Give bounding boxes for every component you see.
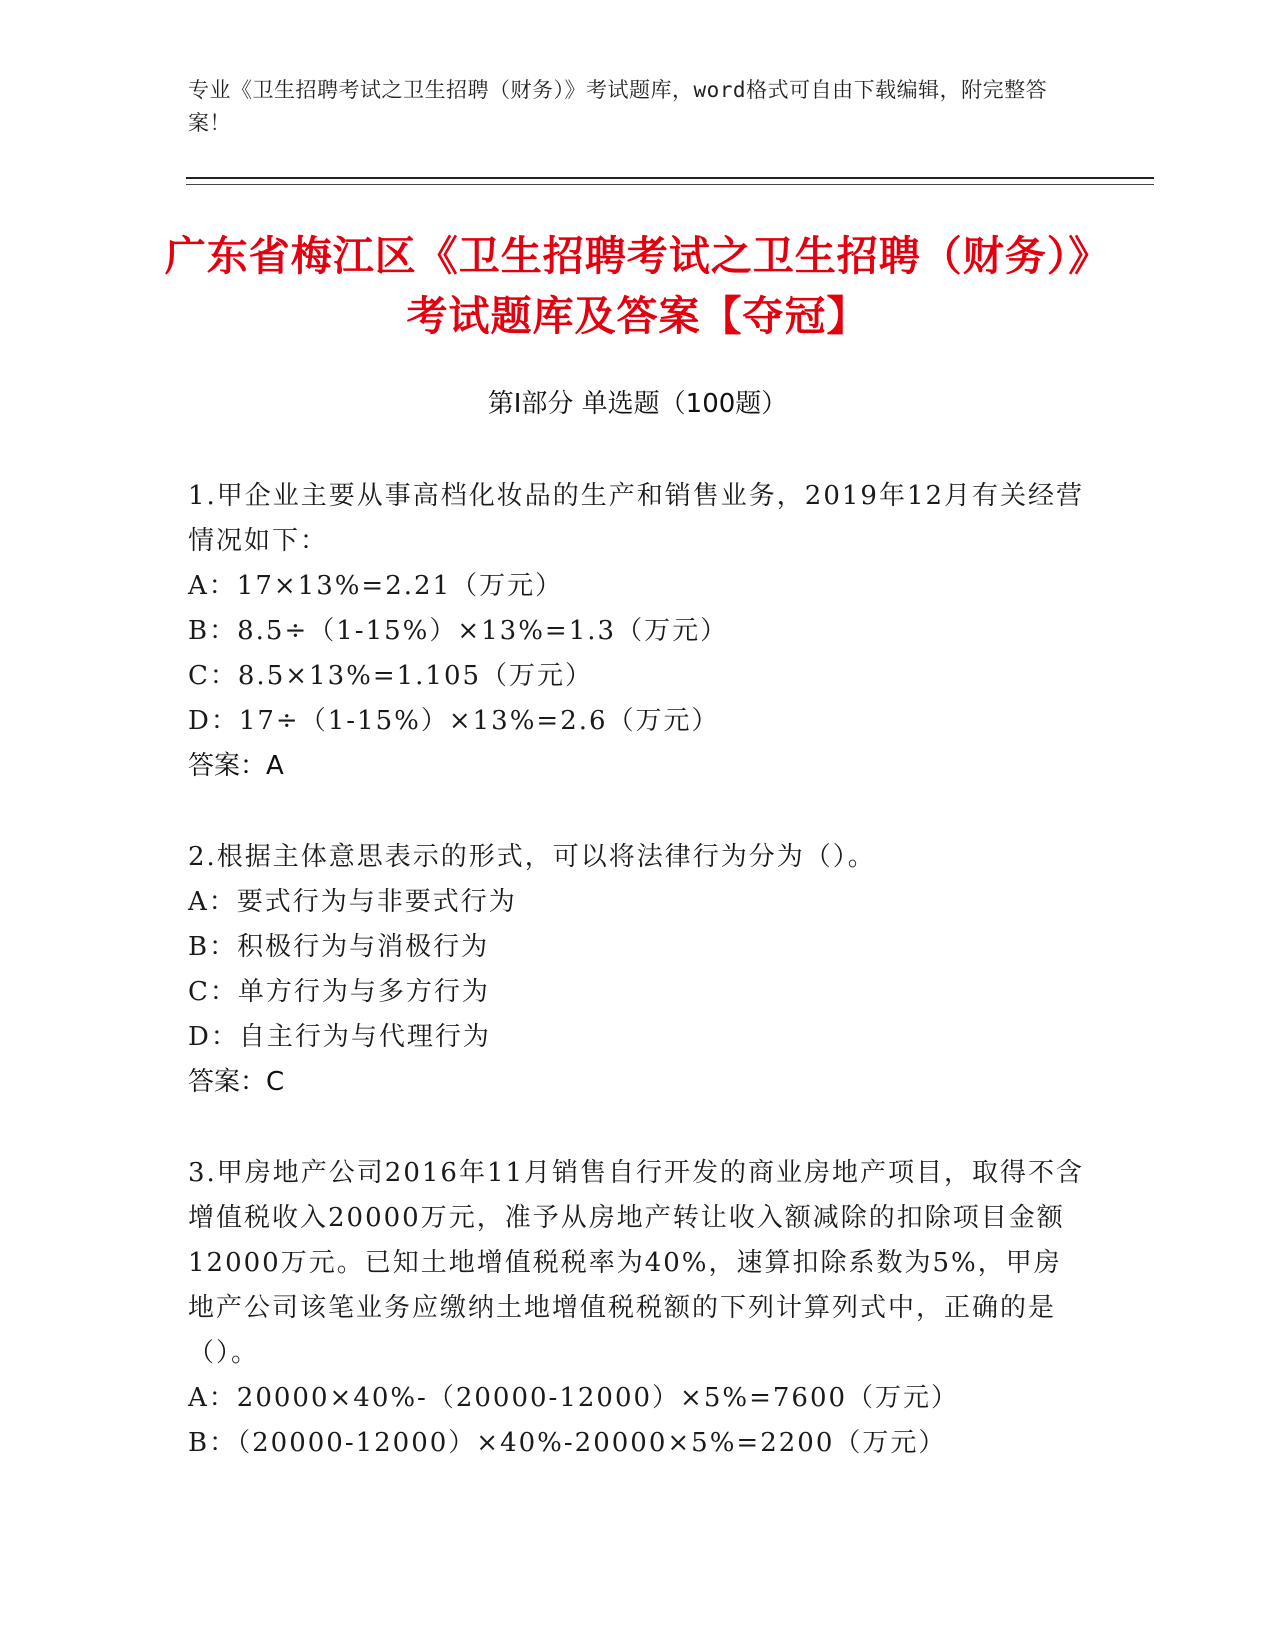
header-note: 专业《卫生招聘考试之卫生招聘（财务）》考试题库，word格式可自由下载编辑，附完整答案！: [188, 78, 1048, 135]
option-c: C：8.5×13%=1.105（万元）: [188, 661, 594, 691]
question-1: [188, 474, 1088, 789]
question-list: [188, 474, 1088, 1512]
option-a: A：要式行为与非要式行为: [188, 887, 517, 917]
question-2: [188, 835, 1088, 1105]
header-divider-thick: [186, 177, 1154, 179]
option-b: B：（20000-12000）×40%-20000×5%=2200（万元）: [188, 1428, 947, 1458]
answer: 答案：A: [188, 751, 284, 781]
question-3: [188, 1151, 1088, 1466]
question-text: 1.甲企业主要从事高档化妆品的生产和销售业务，2019年12月有关经营情况如下：: [188, 481, 1085, 556]
document-title: 广东省梅江区《卫生招聘考试之卫生招聘（财务）》考试题库及答案【夺冠】: [164, 232, 1111, 340]
header-divider-thin: [186, 184, 1154, 185]
option-a: A：17×13%=2.21（万元）: [188, 571, 564, 601]
section-title: 第Ⅰ部分 单选题（100题）: [487, 389, 788, 419]
answer: 答案：C: [188, 1067, 285, 1097]
option-a: A：20000×40%-（20000-12000）×5%=7600（万元）: [188, 1383, 960, 1413]
question-text: 3.甲房地产公司2016年11月销售自行开发的商业房地产项目，取得不含增值税收入20000万元，准予从房地产转让收入额减除的扣除项目金额12000万元。已知土地增值税税率为40%，速算扣除系数为5%，甲房地产公司该笔业务应缴纳土地增值税税额的下列计算列式中，正确的是（）。: [188, 1158, 1085, 1368]
option-c: C：单方行为与多方行为: [188, 977, 490, 1007]
option-d: D：自主行为与代理行为: [188, 1022, 491, 1052]
question-text: 2.根据主体意思表示的形式，可以将法律行为分为（）。: [188, 842, 876, 872]
option-d: D：17÷（1-15%）×13%=2.6（万元）: [188, 706, 720, 736]
option-b: B：积极行为与消极行为: [188, 932, 490, 962]
option-b: B：8.5÷（1-15%）×13%=1.3（万元）: [188, 616, 729, 646]
